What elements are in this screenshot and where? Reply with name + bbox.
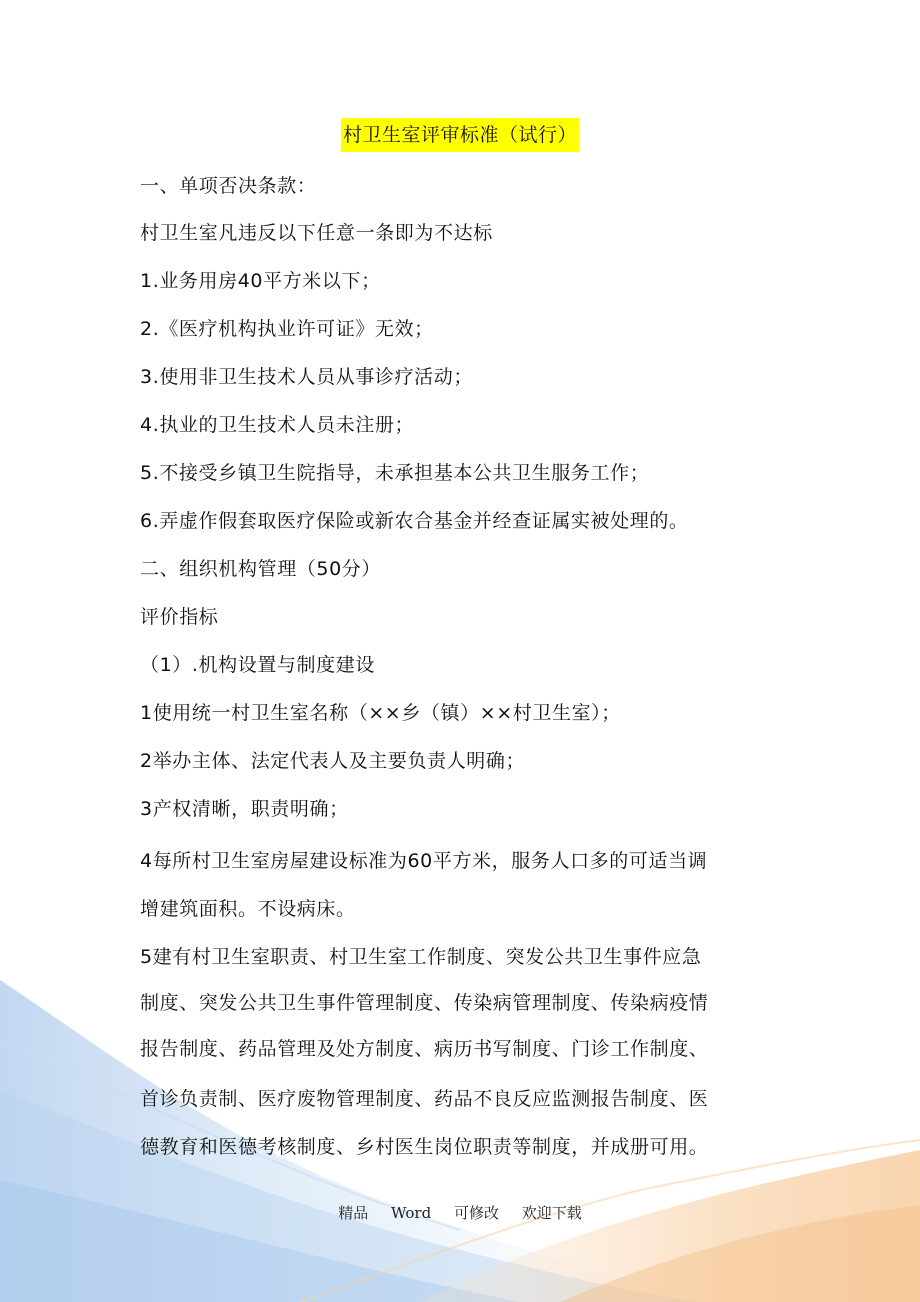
title-container — [0, 118, 920, 152]
criteria-item-5-line-4: 首诊负责制、医疗废物管理制度、药品不良反应监测报告制度、医 — [140, 1088, 709, 1110]
criteria-item-4-line-2: 增建筑面积。不设病床。 — [140, 898, 356, 920]
criteria-item-5-line-1: 5建有村卫生室职责、村卫生室工作制度、突发公共卫生事件应急 — [140, 946, 702, 968]
criteria-item-3: 3产权清晰，职责明确； — [140, 798, 349, 820]
criteria-item-2: 2举办主体、法定代表人及主要负责人明确； — [140, 750, 526, 772]
criteria-item-5-line-5: 德教育和医德考核制度、乡村医生岗位职责等制度，并成册可用。 — [140, 1136, 709, 1158]
paragraph-intro: 村卫生室凡违反以下任意一条即为不达标 — [140, 222, 493, 244]
criteria-item-5-line-2: 制度、突发公共卫生事件管理制度、传染病管理制度、传染病疫情 — [140, 992, 709, 1014]
veto-item-3: 3.使用非卫生技术人员从事诊疗活动； — [140, 366, 473, 388]
section-heading-organization: 二、组织机构管理（50分） — [140, 558, 381, 580]
footer-text-editable: 可修改 — [453, 1204, 499, 1222]
veto-item-6: 6.弄虚作假套取医疗保险或新农合基金并经查证属实被处理的。 — [140, 510, 689, 532]
criteria-item-1: 1使用统一村卫生室名称（××乡（镇）××村卫生室）； — [140, 702, 621, 724]
criteria-item-5-line-3: 报告制度、药品管理及处方制度、病历书写制度、门诊工作制度、 — [140, 1038, 709, 1060]
subheading-institution-setup: （1）.机构设置与制度建设 — [140, 654, 375, 676]
footer-text-quality: 精品 — [338, 1204, 369, 1222]
footer-text-word: Word — [391, 1204, 432, 1222]
veto-item-1: 1.业务用房40平方米以下； — [140, 270, 381, 292]
veto-item-2: 2.《医疗机构执业许可证》无效； — [140, 318, 434, 340]
criteria-item-4-line-1: 4每所村卫生室房屋建设标准为60平方米，服务人口多的可适当调 — [140, 850, 708, 872]
veto-item-5: 5.不接受乡镇卫生院指导，未承担基本公共卫生服务工作； — [140, 462, 650, 484]
subheading-evaluation-index: 评价指标 — [140, 606, 219, 628]
document-title: 村卫生室评审标准（试行） — [341, 118, 579, 152]
footer-text-download: 欢迎下载 — [521, 1204, 582, 1222]
section-heading-veto: 一、单项否决条款： — [140, 175, 317, 197]
page-footer — [0, 1202, 920, 1223]
veto-item-4: 4.执业的卫生技术人员未注册； — [140, 414, 415, 436]
